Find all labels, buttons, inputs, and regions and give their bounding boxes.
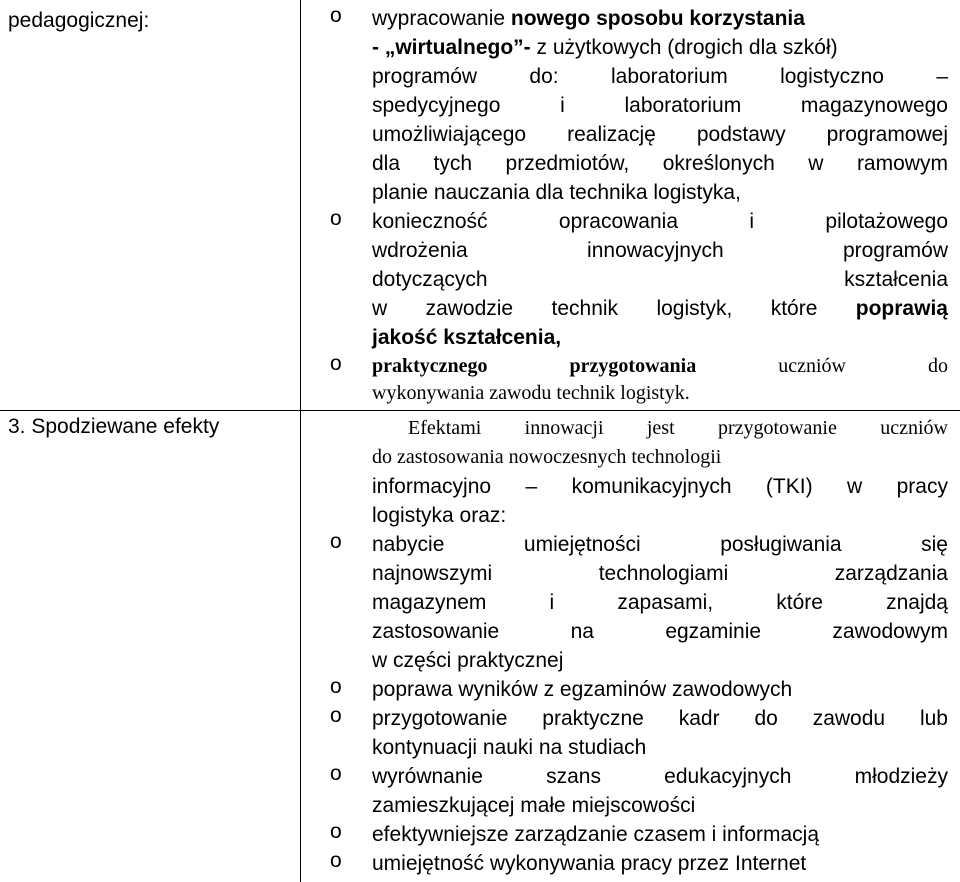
bullet-marker: o (330, 820, 342, 843)
text-line: przygotowanie praktyczne kadr do zawodu lub (372, 707, 948, 730)
bullet-marker: o (330, 762, 342, 785)
text-line: spedycyjnego i laboratorium magazynowego (372, 94, 948, 117)
text-line (372, 4, 948, 33)
column-divider (300, 0, 301, 882)
bullet-marker: o (330, 675, 342, 698)
text-span: z użytkowych (drogich dla szkół) (530, 36, 838, 59)
text-line: zamieszkującej małe miejscowości (372, 794, 696, 817)
bullet-marker: o (330, 530, 342, 553)
row1-content (330, 4, 948, 405)
text-line: wdrożenia innowacyjnych programów (372, 239, 948, 262)
text-span: wypracowanie (372, 7, 511, 30)
text-line: efektywniejsze zarządzanie czasem i informacją (372, 823, 820, 846)
text-line (372, 33, 948, 62)
text-line: najnowszymi technologiami zarządzania (372, 562, 948, 585)
bullet-marker: o (330, 352, 342, 375)
row1-label: pedagogicznej: (8, 9, 150, 32)
text-line: nabycie umiejętności posługiwania się (372, 533, 948, 556)
text-line: poprawa wyników z egzaminów zawodowych (372, 678, 793, 701)
text-line: do zastosowania nowoczesnych technologii (372, 446, 722, 468)
intro-paragraph (330, 414, 948, 530)
list-item (330, 849, 948, 878)
list-item (330, 4, 948, 207)
text-line: wykonywania zawodu technik logistyk. (372, 382, 690, 404)
list-item (330, 207, 948, 352)
text-line: magazynem i zapasami, które znajdą (372, 591, 948, 614)
text-line: w części praktycznej (372, 649, 564, 672)
text-line: wyrównanie szans edukacyjnych młodzieży (372, 765, 948, 788)
text-line: dotyczących kształcenia (372, 268, 948, 291)
text-line: umożliwiającego realizację podstawy programowej (372, 123, 948, 146)
text-line: praktycznego przygotowania uczniów do (372, 355, 948, 377)
text-line: logistyka oraz: (372, 504, 507, 527)
text-line: konieczność opracowania i pilotażowego (372, 210, 948, 233)
text-line: kontynuacji nauki na studiach (372, 736, 647, 759)
text-line: zastosowanie na egzaminie zawodowym (372, 620, 948, 643)
bullet-marker: o (330, 4, 342, 27)
row2-content (330, 414, 948, 878)
row2-label: 3. Spodziewane efekty (8, 415, 220, 438)
text-span-bold: nowego sposobu korzystania (510, 7, 805, 30)
text-line: informacyjno – komunikacyjnych (TKI) w pracy (372, 475, 948, 498)
text-line: umiejętność wykonywania pracy przez Internet (372, 852, 807, 875)
text-line: dla tych przedmiotów, określonych w ramowym (372, 152, 948, 175)
bullet-marker: o (330, 849, 342, 872)
text-line: planie nauczania dla technika logistyka, (372, 181, 741, 204)
list-item (330, 530, 948, 675)
text-line: jakość kształcenia, (372, 326, 562, 349)
text-line: programów do: laboratorium logistyczno – (372, 65, 948, 88)
list-item (330, 820, 948, 849)
text-span-bold: - „wirtualnego”- (372, 36, 531, 59)
list-item (330, 675, 948, 704)
bullet-marker: o (330, 704, 342, 727)
list-item (330, 352, 948, 405)
text-line: w zawodzie technik logistyk, które poprawią (372, 297, 948, 320)
text-line: Efektami innowacji jest przygotowanie uczniów (408, 417, 948, 439)
list-item (330, 762, 948, 820)
list-item (330, 704, 948, 762)
row-divider (0, 410, 960, 411)
bullet-marker: o (330, 207, 342, 230)
